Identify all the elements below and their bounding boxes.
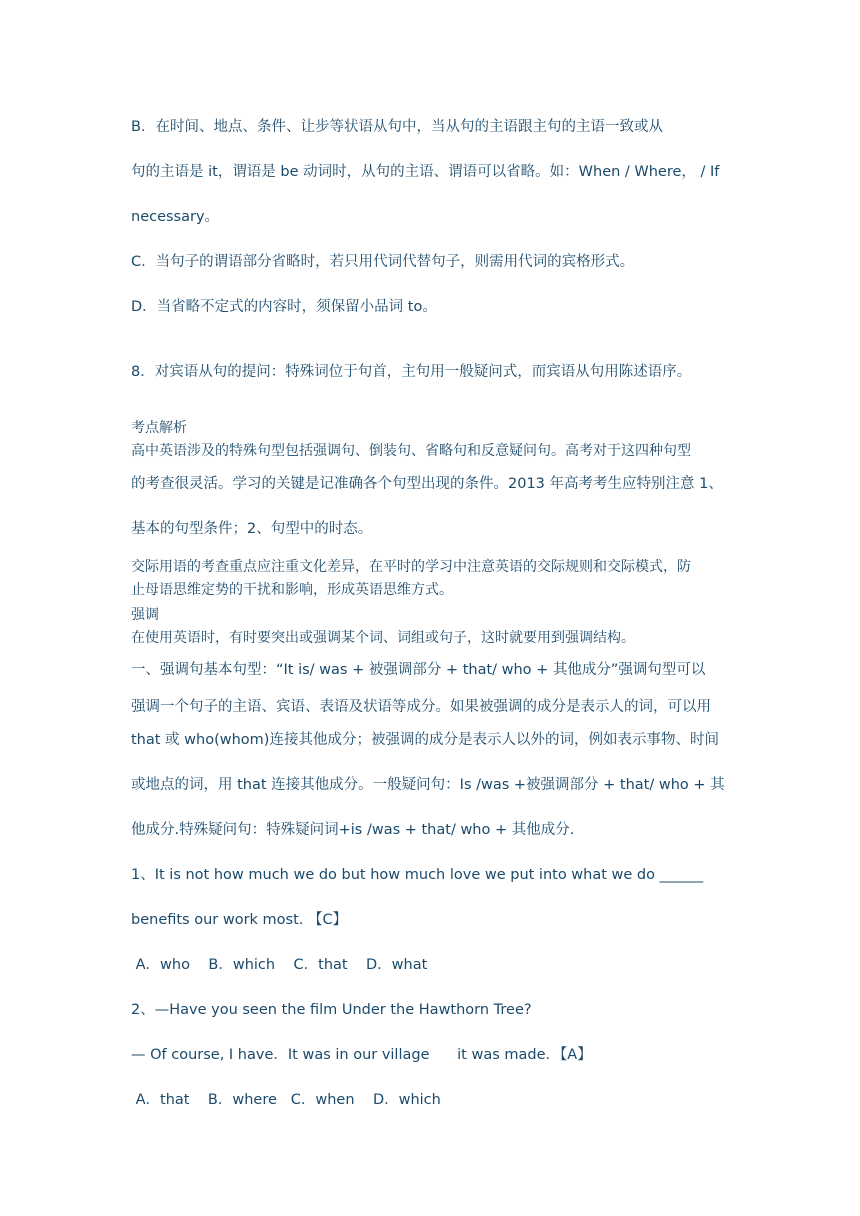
section-heading: 考点解析 xyxy=(131,420,187,436)
section-heading: 强调 xyxy=(131,607,159,623)
question-text: 2、—Have you seen the film Under the Hawthorn Tree? xyxy=(131,1002,532,1018)
text-line: 的考查很灵活。学习的关键是记准确各个句型出现的条件。2013 年高考考生应特别注意 1、 xyxy=(131,476,723,492)
text-line: 交际用语的考查重点应注重文化差异，在平时的学习中注意英语的交际规则和交际模式，防 xyxy=(131,559,691,575)
question-text: 1、It is not how much we do but how much love we put into what we do ______ xyxy=(131,867,704,883)
text-line: 强调一个句子的主语、宾语、表语及状语等成分。如果被强调的成分是表示人的词，可以用 xyxy=(131,699,711,715)
text-line: 句的主语是 it，谓语是 be 动词时，从句的主语、谓语可以省略。如：When / Where， / If xyxy=(131,164,720,180)
text-line: 基本的句型条件；2、句型中的时态。 xyxy=(131,521,373,537)
answer-options: A．that B．where C．when D．which xyxy=(131,1092,441,1108)
text-line: 一、强调句基本句型：“It is/ was + 被强调部分 + that/ who + 其他成分”强调句型可以 xyxy=(131,662,706,678)
question-text: — Of course, I have．It was in our village it was made．【A】 xyxy=(131,1047,592,1063)
text-line: 高中英语涉及的特殊句型包括强调句、倒装句、省略句和反意疑问句。高考对于这四种句型 xyxy=(131,443,691,459)
text-line: 或地点的词，用 that 连接其他成分。一般疑问句：Is /was +被强调部分 + that/ who + 其 xyxy=(131,777,725,793)
text-line: C．当句子的谓语部分省略时，若只用代词代替句子，则需用代词的宾格形式。 xyxy=(131,254,635,270)
answer-options: A．who B．which C．that D．what xyxy=(131,957,428,973)
text-line: 他成分.特殊疑问句：特殊疑问词+is /was + that/ who + 其他成分. xyxy=(131,822,575,838)
text-line: necessary。 xyxy=(131,209,220,225)
text-line: 止母语思维定势的干扰和影响，形成英语思维方式。 xyxy=(131,582,453,598)
text-line: D．当省略不定式的内容时，须保留小品词 to。 xyxy=(131,299,437,315)
question-text: benefits our work most. 【C】 xyxy=(131,912,348,928)
text-line: 8．对宾语从句的提问：特殊词位于句首，主句用一般疑问式，而宾语从句用陈述语序。 xyxy=(131,364,692,380)
text-line: 在使用英语时，有时要突出或强调某个词、词组或句子，这时就要用到强调结构。 xyxy=(131,630,635,646)
text-line: that 或 who(whom)连接其他成分；被强调的成分是表示人以外的词，例如表示事物、时间 xyxy=(131,732,719,748)
text-line: B．在时间、地点、条件、让步等状语从句中，当从句的主语跟主句的主语一致或从 xyxy=(131,119,663,135)
